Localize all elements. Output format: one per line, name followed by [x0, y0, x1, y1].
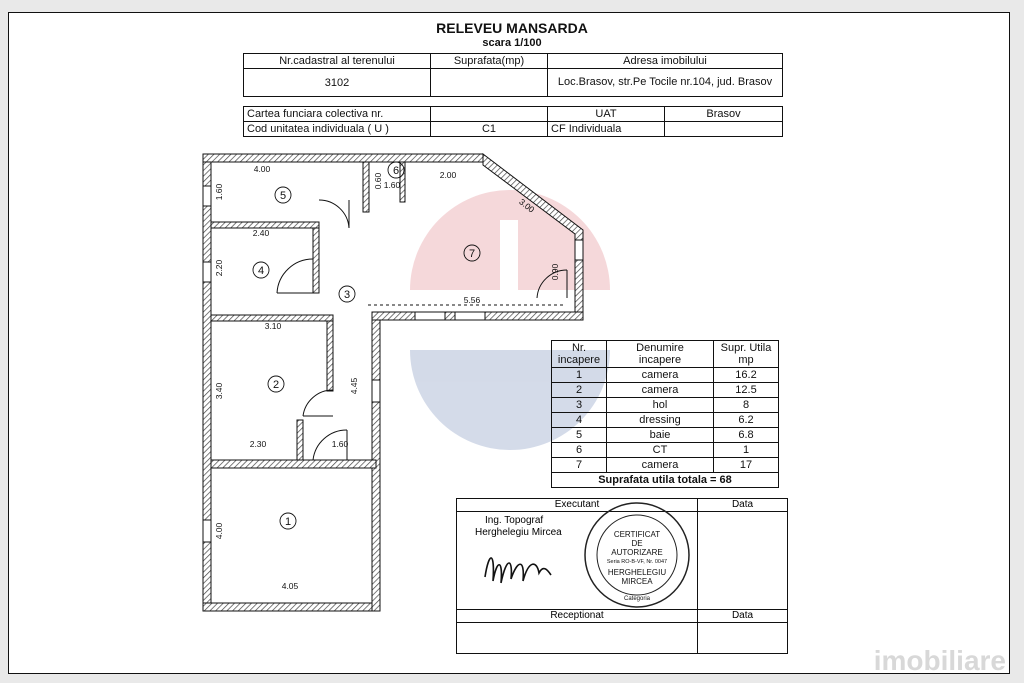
data-label-2: Data [698, 609, 787, 623]
cf-type-label: CF Individuala [548, 122, 665, 137]
cf-label: Cartea funciara colectiva nr. [244, 107, 431, 122]
room-number-2: 2 [272, 379, 280, 391]
stamp-line2: DE [631, 539, 643, 548]
signature-block [456, 498, 788, 654]
table-row: 3 hol 8 [552, 398, 779, 413]
dim-label: 1.60 [331, 439, 349, 449]
room-number-6: 6 [392, 165, 400, 177]
stamp-line1: CERTIFICAT [613, 530, 661, 539]
table-row: 1 camera 16.2 [552, 368, 779, 383]
room-number-4: 4 [257, 265, 265, 277]
data-label: Data [698, 499, 787, 512]
page-title: RELEVEU MANSARDA [436, 20, 588, 36]
dim-label: 2.20 [214, 259, 224, 277]
rooms-col-nr: Nr. incapere [552, 341, 607, 368]
dim-label: 5.56 [463, 295, 481, 305]
site-watermark: imobiliare [873, 645, 1006, 676]
executant-label: Executant [457, 499, 698, 512]
dim-label: 0.90 [550, 263, 560, 281]
rooms-table [551, 340, 779, 488]
dim-label: 4.05 [281, 581, 299, 591]
table-row: 6 CT 1 [552, 443, 779, 458]
dim-label: 3.00 [517, 196, 537, 215]
area-header: Suprafata(mp) [431, 54, 548, 69]
dim-label: 1.60 [214, 183, 224, 201]
dim-label: 2.40 [252, 228, 270, 238]
dim-label: 3.10 [264, 321, 282, 331]
dim-label: 4.00 [253, 164, 271, 174]
dim-label: 0.60 [373, 172, 383, 190]
stamp-series: Seria RO-B-VF, Nr. 0047 [606, 559, 668, 565]
stamp-bottom: Categoria [623, 596, 651, 602]
scale-label: scara 1/100 [482, 37, 542, 49]
address-value: Loc.Brasov, str.Pe Tocile nr.104, jud. Brasov [548, 69, 783, 97]
table-row: 4 dressing 6.2 [552, 413, 779, 428]
cadastral-header: Nr.cadastral al terenului [244, 54, 431, 69]
engineer-name: Herghelegiu Mircea [475, 527, 562, 538]
engineer-title: Ing. Topograf [485, 515, 544, 526]
dim-label: 1.60 [383, 180, 401, 190]
dim-label: 4.00 [214, 522, 224, 540]
rooms-col-area: Supr. Utila mp [714, 341, 779, 368]
unit-code-value: C1 [431, 122, 548, 137]
room-number-5: 5 [279, 190, 287, 202]
dim-label: 2.30 [249, 439, 267, 449]
uat-value: Brasov [665, 107, 783, 122]
room-number-1: 1 [284, 516, 292, 528]
receptionat-label: Receptionat [457, 609, 698, 623]
dim-label: 4.45 [349, 377, 359, 395]
table-row: 7 camera 17 [552, 458, 779, 473]
handwritten-signature [485, 558, 551, 583]
dim-label: 3.40 [214, 382, 224, 400]
address-header: Adresa imobilului [548, 54, 783, 69]
uat-label: UAT [548, 107, 665, 122]
total-area: Suprafata utila totala = 68 [552, 473, 779, 488]
dim-label: 2.00 [439, 170, 457, 180]
room-number-7: 7 [468, 248, 476, 260]
stamp-line3: AUTORIZARE [611, 548, 663, 557]
table-row: 2 camera 12.5 [552, 383, 779, 398]
signature-and-stamp [457, 499, 787, 653]
table-row: 5 baie 6.8 [552, 428, 779, 443]
unit-code-label: Cod unitatea individuala ( U ) [244, 122, 431, 137]
stamp-name2: MIRCEA [621, 577, 653, 586]
rooms-col-name: Denumire incapere [607, 341, 714, 368]
stamp-name1: HERGHELEGIU [607, 568, 667, 577]
room-number-3: 3 [343, 289, 351, 301]
cadastral-value: 3102 [244, 69, 431, 97]
